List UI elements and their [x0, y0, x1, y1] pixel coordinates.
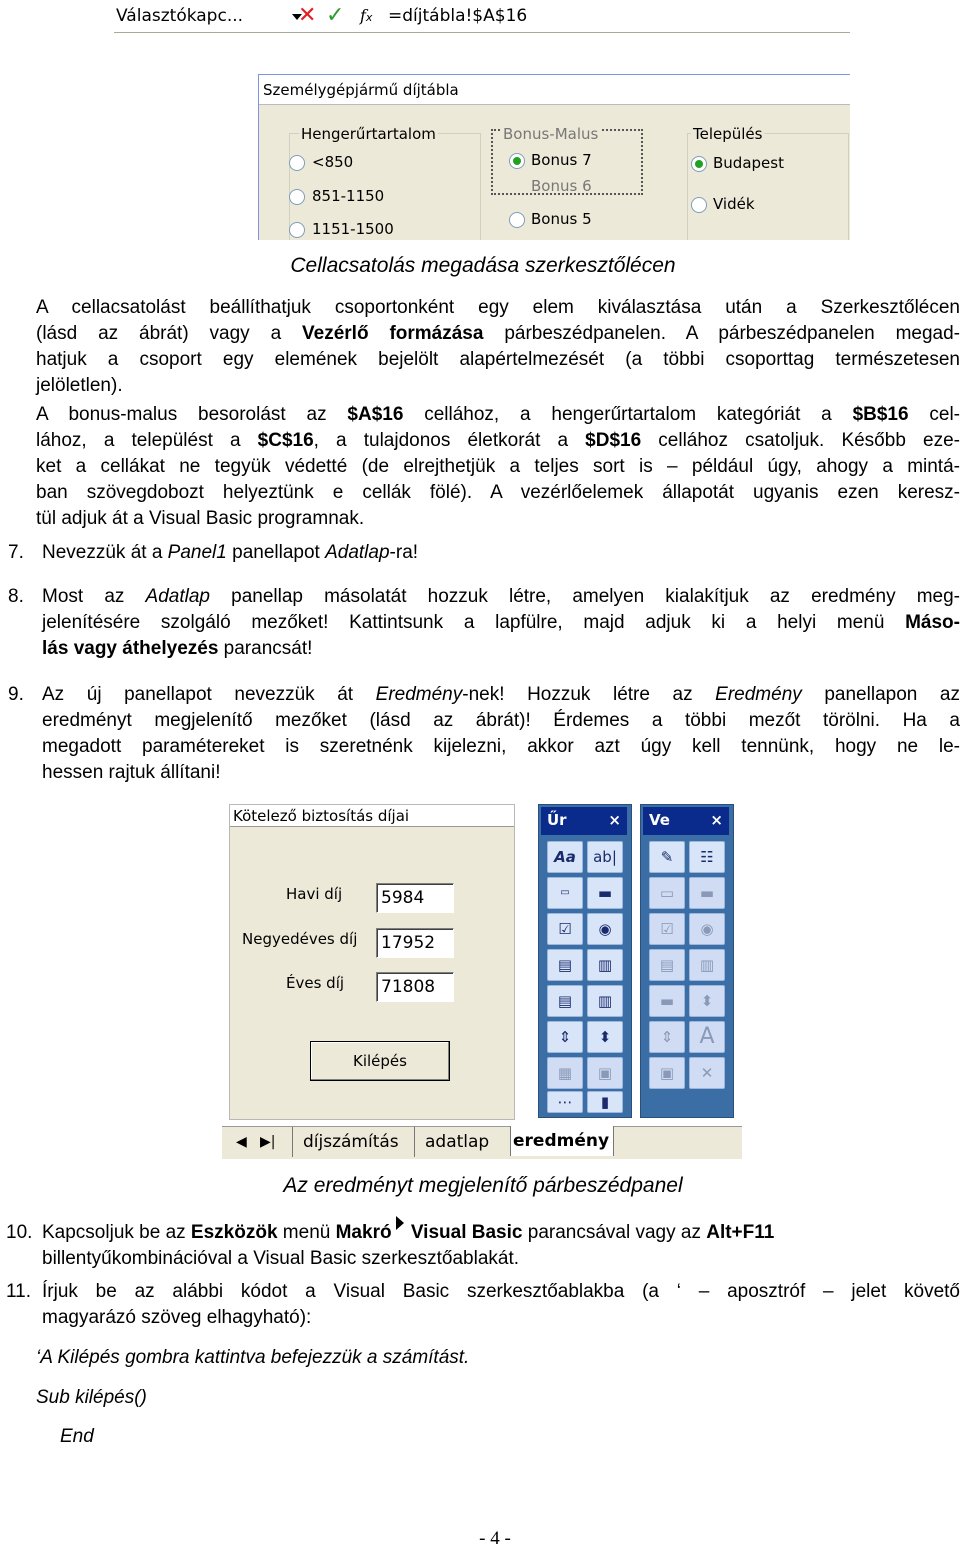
- close-icon[interactable]: ×: [710, 811, 723, 829]
- tab-nav-prev-icon[interactable]: ◀: [236, 1134, 247, 1150]
- toolbar-title: [643, 807, 729, 835]
- tab-nav-last-icon[interactable]: ▶|: [260, 1134, 276, 1150]
- paragraph-line: tül adjuk át a Visual Basic programnak.: [36, 508, 365, 529]
- figure-caption-2: Az eredményt megjelenítő párbeszédpanel: [283, 1174, 683, 1197]
- code-line: Sub kilépés(): [36, 1387, 147, 1408]
- name-box[interactable]: Választókapc...: [116, 6, 244, 26]
- list-item: Kapcsoljuk be az Eszközök menü Makró Visual Basic parancsával vagy az Alt+F11: [42, 1220, 960, 1246]
- list-item: eredményt megjelenítő mezőket (lásd az ábrát)! Érdemes a többi mezőt törölni. Ha a: [42, 710, 960, 731]
- properties-icon[interactable]: ☷: [689, 841, 725, 873]
- screenshot-formula-bar-dialog: [114, 0, 850, 240]
- fx-icon[interactable]: fx: [360, 6, 373, 25]
- toolbar-title-text: Űr: [547, 811, 567, 829]
- listbox-icon[interactable]: ▤: [649, 949, 685, 981]
- radio-budapest[interactable]: [691, 156, 707, 172]
- run-dialog-tool-icon[interactable]: ▮: [587, 1091, 623, 1113]
- list-item: lás vagy áthelyezés parancsát!: [42, 638, 313, 659]
- code-comment: ‘A Kilépés gombra kattintva befejezzük a számítást.: [36, 1347, 470, 1368]
- controls-toolbar: [538, 804, 632, 1118]
- group-label-bonus: Bonus-Malus: [503, 125, 599, 143]
- paragraph-line: jelöletlen).: [36, 375, 123, 396]
- formula-bar: [114, 0, 850, 33]
- paragraph-line: (lásd az ábrát) vagy a Vezérlő formázása párbeszédpanelen. A párbeszédpanelen megad-: [36, 323, 960, 344]
- label-tool-icon[interactable]: Aa: [547, 841, 583, 873]
- group-box-settlement: [687, 133, 849, 240]
- combo-drop-tool-icon[interactable]: ▥: [587, 985, 623, 1017]
- grid-tool-icon[interactable]: ⋯: [547, 1091, 583, 1113]
- list-item: billentyűkombinációval a Visual Basic szerkesztőablakát.: [42, 1248, 520, 1269]
- list-item: megadott paramétereket is szeretnénk kijelezni, akkor azt úgy kell tennünk, hogy ne le-: [42, 736, 960, 757]
- more-controls-icon[interactable]: ✕: [689, 1057, 725, 1089]
- radio-tool-icon[interactable]: ◉: [587, 913, 623, 945]
- radio-videk[interactable]: [691, 197, 707, 213]
- list-item: Most az Adatlap panellap másolatát hozzuk létre, amelyen kialakítjuk az eredmény meg-: [42, 586, 960, 607]
- list-number: 11.: [6, 1281, 32, 1302]
- list-number: 9.: [8, 684, 24, 705]
- code-icon[interactable]: ▭: [649, 877, 685, 909]
- dialog-title: Kötelező biztosítás díjai: [230, 805, 514, 827]
- tab-dijszamitas[interactable]: díjszámítás: [292, 1127, 412, 1157]
- paragraph-line: ket a cellákat ne tegyük védetté (de elrejthetjük a teljes sort is – például úgy, ahogy a mintá-: [36, 456, 960, 477]
- paragraph-line: A cellacsatolást beállíthatjuk csoportonként egy elem kiválasztása után a Szerkesztőlécen: [36, 297, 960, 318]
- radio-engine-2[interactable]: [289, 189, 305, 205]
- list-item: Írjuk be az alábbi kódot a Visual Basic szerkesztőablakba (a ‘ – aposztróf – jelet követő: [42, 1281, 960, 1302]
- checkbox-tool-icon[interactable]: ☑: [547, 913, 583, 945]
- list-item: Nevezzük át a Panel1 panellapot Adatlap-ra!: [42, 542, 419, 563]
- option-label: <850: [312, 153, 354, 171]
- toolbar-title-text: Ve: [649, 811, 670, 829]
- textbox-tool-icon[interactable]: ab|: [587, 841, 623, 873]
- exit-button[interactable]: Kilépés: [310, 1041, 450, 1081]
- quarterly-fee-field[interactable]: 17952: [376, 928, 454, 958]
- groupbox-tool-icon[interactable]: ▭: [547, 877, 583, 909]
- dialog-title: Személygépjármű díjtábla: [259, 75, 850, 105]
- option-label: 851-1150: [312, 187, 385, 205]
- code-line: End: [60, 1426, 94, 1447]
- group-label-settlement: Település: [693, 125, 763, 143]
- radio-bonus-7[interactable]: [509, 153, 525, 169]
- list-number: 10.: [6, 1222, 33, 1243]
- list-number: 8.: [8, 586, 24, 607]
- submenu-arrow-icon: [392, 1216, 406, 1230]
- scrollbar-tool-icon[interactable]: ⇕: [547, 1021, 583, 1053]
- option-label: Bonus 7: [531, 151, 592, 169]
- tab-eredmeny[interactable]: eredmény: [510, 1126, 614, 1156]
- page-number: - 4 -: [479, 1528, 511, 1549]
- sheet-tab-bar: [222, 1126, 742, 1159]
- forms-toolbar: [640, 804, 734, 1118]
- radio-engine-3[interactable]: [289, 222, 305, 238]
- design-mode-icon[interactable]: ✎: [649, 841, 685, 873]
- option-label: 1151-1500: [312, 220, 394, 238]
- formula-input[interactable]: =díjtábla!$A$16: [388, 6, 528, 26]
- spinner-tool-icon[interactable]: ⬍: [587, 1021, 623, 1053]
- label-icon[interactable]: A: [689, 1021, 725, 1053]
- checkbox-icon[interactable]: ☑: [649, 913, 685, 945]
- paragraph-line: ban szövegdobozt helyeztünk e cellák fölé). A vezérlőelemek állapotát ugyanis ezen keresz-: [36, 482, 960, 503]
- list-number: 7.: [8, 542, 24, 563]
- image-icon[interactable]: ▣: [649, 1057, 685, 1089]
- paragraph-line: hatjuk a csoport egy elemének bejelölt alapértelmezését (a többi csoporttag természetesen: [36, 349, 960, 370]
- combo-list-tool-icon[interactable]: ▤: [547, 985, 583, 1017]
- paragraph-line: lához, a települést a $C$16, a tulajdonos életkorát a $D$16 cellához csatoljuk. Később eze-: [36, 430, 960, 451]
- vehicle-fee-dialog: [258, 74, 850, 240]
- radio-icon[interactable]: ◉: [689, 913, 725, 945]
- list-item: Az új panellapot nevezzük át Eredmény-nek! Hozzuk létre az Eredmény panellapon az: [42, 684, 960, 705]
- check-icon[interactable]: ✓: [326, 3, 345, 28]
- result-dialog: [229, 804, 515, 1120]
- properties-tool-icon[interactable]: ▦: [547, 1057, 583, 1089]
- code-tool-icon[interactable]: ▣: [587, 1057, 623, 1089]
- yearly-fee-field[interactable]: 71808: [376, 972, 454, 1002]
- option-label: Budapest: [713, 154, 784, 172]
- button-icon[interactable]: ▬: [689, 877, 725, 909]
- option-label: Bonus 5: [531, 210, 592, 228]
- button-tool-icon[interactable]: ▬: [587, 877, 623, 909]
- close-icon[interactable]: ×: [608, 811, 621, 829]
- spin-icon[interactable]: ⬍: [689, 985, 725, 1017]
- tab-adatlap[interactable]: adatlap: [414, 1127, 508, 1157]
- group-label-engine: Hengerűrtartalom: [301, 125, 436, 143]
- list-item: magyarázó szöveg elhagyható):: [42, 1307, 312, 1328]
- field-label: Havi díj: [286, 885, 343, 903]
- toggle-icon[interactable]: ▬: [649, 985, 685, 1017]
- radio-engine-1[interactable]: [289, 155, 305, 171]
- combobox-icon[interactable]: ▥: [689, 949, 725, 981]
- list-item: jelenítésére szolgáló mezőket! Kattintsunk a lapfülre, majd adjuk ki a helyi menü Máso-: [42, 612, 960, 633]
- paragraph-line: A bonus-malus besorolást az $A$16 cellához, a hengerűrtartalom kategóriát a $B$16 cel-: [36, 404, 960, 425]
- field-label: Negyedéves díj: [242, 930, 358, 948]
- toolbar-title: [541, 807, 627, 835]
- radio-bonus-5[interactable]: [509, 212, 525, 228]
- combobox-tool-icon[interactable]: ▥: [587, 949, 623, 981]
- list-item: hessen rajtuk állítani!: [42, 762, 221, 783]
- field-label: Éves díj: [286, 974, 345, 992]
- scroll-icon[interactable]: ⇕: [649, 1021, 685, 1053]
- cancel-icon[interactable]: ✕: [298, 3, 317, 28]
- figure-caption-1: Cellacsatolás megadása szerkesztőlécen: [290, 254, 676, 277]
- listbox-tool-icon[interactable]: ▤: [547, 949, 583, 981]
- option-label: Vidék: [713, 195, 755, 213]
- option-label: Bonus 6: [531, 177, 592, 195]
- monthly-fee-field[interactable]: 5984: [376, 883, 454, 913]
